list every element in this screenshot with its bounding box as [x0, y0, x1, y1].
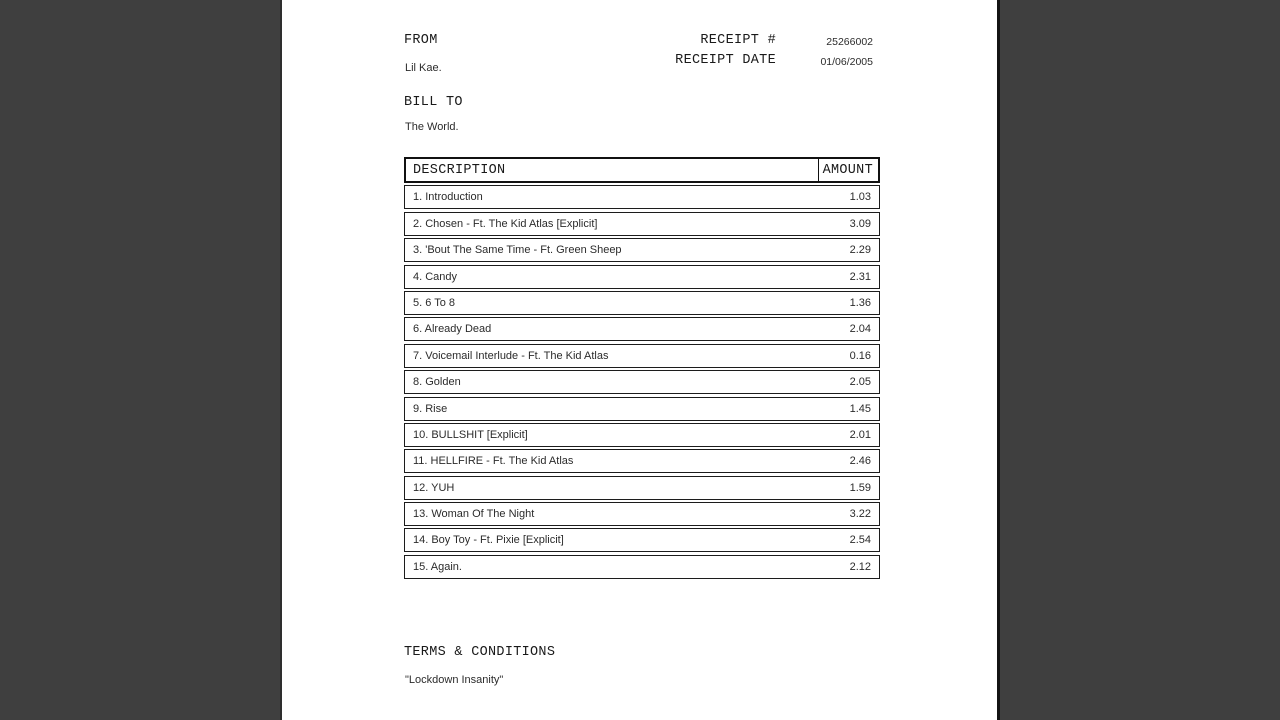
- track-description: 15. Again.: [413, 560, 462, 573]
- track-row: [404, 502, 880, 526]
- track-description: 3. 'Bout The Same Time - Ft. Green Sheep: [413, 244, 622, 257]
- track-row: [404, 185, 880, 209]
- track-description: 11. HELLFIRE - Ft. The Kid Atlas: [413, 455, 574, 468]
- track-amount: 1.03: [849, 191, 871, 204]
- track-amount: 0.16: [849, 349, 871, 362]
- description-column-header: DESCRIPTION: [413, 162, 506, 178]
- track-amount: 2.29: [849, 244, 871, 257]
- track-amount: 1.36: [849, 296, 871, 309]
- track-row: [404, 291, 880, 315]
- track-row: [404, 344, 880, 368]
- track-amount: 2.31: [849, 270, 871, 283]
- track-row: [404, 449, 880, 473]
- from-label: FROM: [404, 33, 438, 48]
- track-description: 5. 6 To 8: [413, 296, 455, 309]
- track-description: 4. Candy: [413, 270, 458, 283]
- tracklist-rows: [404, 183, 880, 579]
- track-description: 8. Golden: [413, 376, 461, 389]
- track-description: 9. Rise: [413, 402, 448, 415]
- track-amount: 2.04: [849, 323, 871, 336]
- bill-to-label: BILL TO: [404, 95, 463, 110]
- track-description: 1. Introduction: [413, 191, 483, 204]
- track-amount: 3.22: [849, 508, 871, 521]
- track-row: [404, 528, 880, 552]
- track-amount: 2.01: [849, 428, 871, 441]
- track-amount: 2.46: [849, 455, 871, 468]
- track-description: 7. Voicemail Interlude - Ft. The Kid Atlas: [413, 349, 609, 362]
- receipt-number-label: RECEIPT #: [700, 33, 776, 48]
- track-row: [404, 238, 880, 262]
- track-description: 13. Woman Of The Night: [413, 508, 535, 521]
- tracklist-header-row: [404, 157, 880, 183]
- receipt-date-label: RECEIPT DATE: [675, 53, 776, 68]
- receipt-number-value: 25266002: [826, 36, 873, 48]
- track-description: 12. YUH: [413, 481, 455, 494]
- track-amount: 2.05: [849, 376, 871, 389]
- letterbox-right: [1003, 0, 1280, 720]
- track-amount: 1.59: [849, 481, 871, 494]
- track-amount: 1.45: [849, 402, 871, 415]
- amount-column-header: AMOUNT: [818, 159, 878, 181]
- track-amount: 2.12: [849, 560, 871, 573]
- terms-value: "Lockdown Insanity": [405, 674, 504, 686]
- track-amount: 2.54: [849, 534, 871, 547]
- track-row: [404, 265, 880, 289]
- track-row: [404, 476, 880, 500]
- track-row: [404, 212, 880, 236]
- track-row: [404, 423, 880, 447]
- track-description: 6. Already Dead: [413, 323, 492, 336]
- terms-label: TERMS & CONDITIONS: [404, 645, 556, 660]
- track-description: 14. Boy Toy - Ft. Pixie [Explicit]: [413, 534, 564, 547]
- track-row: [404, 317, 880, 341]
- track-row: [404, 555, 880, 579]
- track-row: [404, 397, 880, 421]
- track-amount: 3.09: [849, 217, 871, 230]
- bill-to-value: The World.: [405, 121, 459, 133]
- letterbox-left: [0, 0, 280, 720]
- receipt-date-value: 01/06/2005: [820, 56, 873, 68]
- track-description: 2. Chosen - Ft. The Kid Atlas [Explicit]: [413, 217, 598, 230]
- track-description: 10. BULLSHIT [Explicit]: [413, 428, 528, 441]
- track-row: [404, 370, 880, 394]
- tracklist-table: [404, 157, 880, 579]
- receipt-document: [280, 0, 1000, 720]
- from-value: Lil Kae.: [405, 62, 442, 74]
